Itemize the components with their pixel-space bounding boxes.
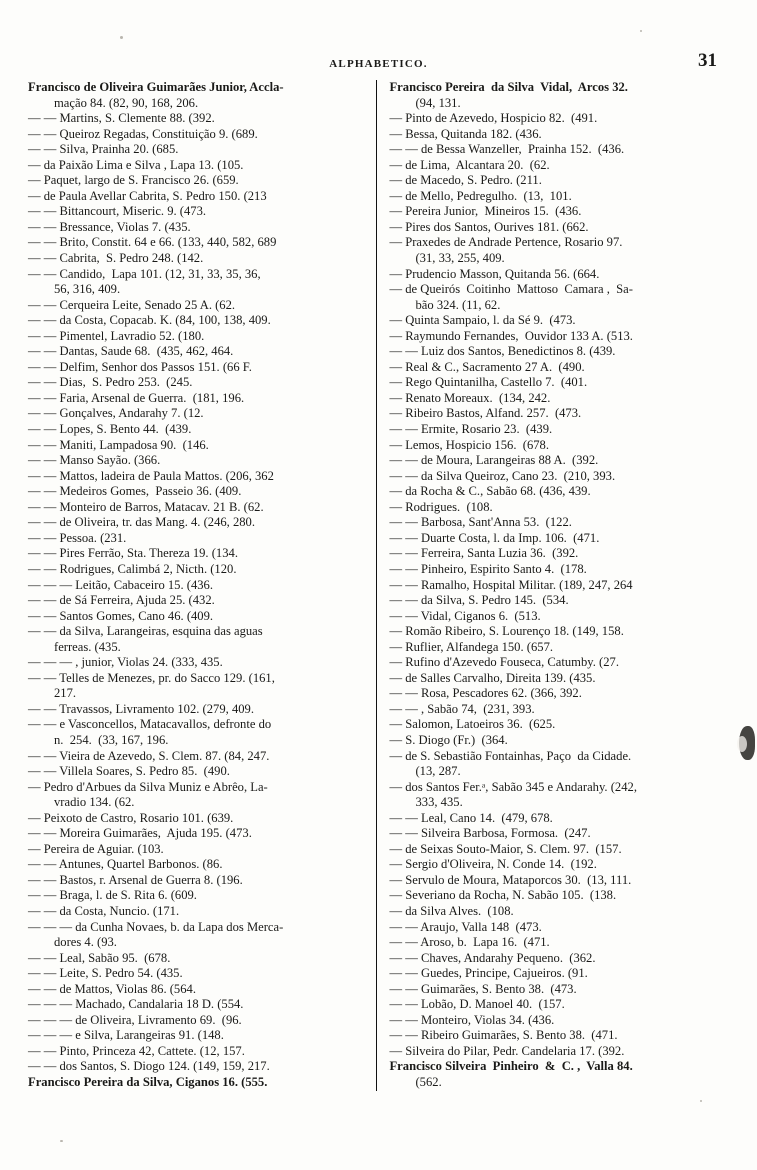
paper-speck [60, 1140, 63, 1142]
index-entry: — Prudencio Masson, Quitanda 56. (664. [389, 266, 600, 281]
index-entry: — — Travassos, Livramento 102. (279, 409. [28, 701, 254, 716]
index-entry: (562. [415, 1075, 442, 1089]
index-entry: — de Paula Avellar Cabrita, S. Pedro 150. (213 [28, 188, 267, 203]
index-entry: — da Rocha & C., Sabão 68. (436, 439. [389, 484, 591, 499]
index-entry: — — da Silva, Larangeiras, esquina das aguas [28, 624, 263, 639]
index-entry: — — Silveira Barbosa, Formosa. (247. [389, 826, 591, 841]
index-entry: — Bessa, Quitanda 182. (436. [389, 126, 542, 141]
paper-speck [700, 1100, 702, 1102]
index-entry: vradio 134. (62. [54, 795, 135, 810]
index-entry: — Renato Moreaux. (134, 242. [389, 390, 551, 405]
index-entry: — Severiano da Rocha, N. Sabão 105. (138. [389, 888, 617, 903]
index-entry: — — Braga, l. de S. Rita 6. (609. [28, 888, 197, 903]
index-entry: — — Antunes, Quartel Barbonos. (86. [28, 857, 223, 872]
index-entry: — — da Costa, Nuncio. (171. [28, 903, 180, 918]
running-head: ALPHABETICO. [329, 58, 428, 70]
index-entry: — — Rosa, Pescadores 62. (366, 392. [389, 686, 582, 701]
index-entry: — Romão Ribeiro, S. Lourenço 18. (149, 158. [389, 624, 624, 639]
index-entry: — — Queiroz Regadas, Constituição 9. (689. [28, 126, 258, 141]
index-entry: — — da Costa, Copacab. K. (84, 100, 138, 409. [28, 313, 271, 328]
index-entry: — — Medeiros Gomes, Passeio 36. (409. [28, 484, 242, 499]
index-entry: — Praxedes de Andrade Pertence, Rosario 97. [389, 235, 623, 250]
index-entry: — — dos Santos, S. Diogo 124. (149, 159, 217. [28, 1059, 270, 1074]
index-entry: Francisco Silveira Pinheiro & C. , Valla 84. [389, 1059, 633, 1074]
index-entry: — — Cabrita, S. Pedro 248. (142. [28, 251, 204, 266]
index-entry: — — e Vasconcellos, Matacavallos, defronte do [28, 717, 272, 732]
index-entry: — — de Bessa Wanzeller, Prainha 152. (436. [389, 142, 625, 157]
index-entry: — — Bastos, r. Arsenal de Guerra 8. (196. [28, 872, 243, 887]
index-entry: — — Martins, S. Clemente 88. (392. [28, 111, 215, 126]
index-entry: — — Gonçalves, Andarahy 7. (12. [28, 406, 204, 421]
index-entry: — — Leal, Cano 14. (479, 678. [389, 810, 553, 825]
index-entry: — — — da Cunha Novaes, b. da Lapa dos Merca- [28, 919, 284, 934]
index-entry: — — Mattos, ladeira de Paula Mattos. (206, 362 [28, 468, 274, 483]
index-entry: — Raymundo Fernandes, Ouvidor 133 A. (513. [389, 328, 633, 343]
page-edge-highlight [737, 736, 747, 752]
index-entry: — Pires dos Santos, Ourives 181. (662. [389, 219, 589, 234]
index-entry: 217. [54, 686, 77, 701]
index-entry: — Peixoto de Castro, Rosario 101. (639. [28, 810, 234, 825]
index-entry: — Rufino d'Azevedo Fouseca, Catumby. (27. [389, 655, 619, 670]
index-entry: — Rego Quintanilha, Castello 7. (401. [389, 375, 588, 390]
index-entry: — de Macedo, S. Pedro. (211. [389, 173, 542, 188]
index-entry: — — Ermite, Rosario 23. (439. [389, 422, 553, 437]
index-entry: — — Villela Soares, S. Pedro 85. (490. [28, 764, 230, 779]
index-entry: — — Delfim, Senhor dos Passos 151. (66 F. [28, 359, 252, 374]
right-column [376, 80, 728, 1091]
paper-speck [120, 36, 123, 39]
index-entry: — — Pires Ferrão, Sta. Thereza 19. (134. [28, 546, 238, 561]
index-entry: — Paquet, largo de S. Francisco 26. (659. [28, 173, 239, 188]
index-entry: — — Ribeiro Guimarães, S. Bento 38. (471. [389, 1028, 618, 1043]
index-entry: — — Chaves, Andarahy Pequeno. (362. [389, 950, 596, 965]
index-entry: — — Santos Gomes, Cano 46. (409. [28, 608, 214, 623]
index-entry: — — Araujo, Valla 148 (473. [389, 919, 542, 934]
index-entry: — Ribeiro Bastos, Alfand. 257. (473. [389, 406, 582, 421]
index-entry: — Quinta Sampaio, l. da Sé 9. (473. [389, 313, 576, 328]
index-entry: — Sergio d'Oliveira, N. Conde 14. (192. [389, 857, 597, 872]
index-entry: Francisco Pereira da Silva, Ciganos 16. (555. [28, 1075, 268, 1089]
index-entry: — — de Mattos, Violas 86. (564. [28, 981, 196, 996]
index-entry: — — Lopes, S. Bento 44. (439. [28, 422, 192, 437]
index-entry: — Pedro d'Arbues da Silva Muniz e Abrêo, La- [28, 779, 268, 794]
index-entry: — de S. Sebastião Fontainhas, Paço da Cidade. [389, 748, 632, 763]
index-entry: — — Telles de Menezes, pr. do Sacco 129. (161, [28, 670, 275, 685]
index-entry: — — — Leitão, Cabaceiro 15. (436. [28, 577, 214, 592]
index-entry: — — Barbosa, Sant'Anna 53. (122. [389, 515, 572, 530]
index-entry: — — , Sabão 74, (231, 393. [389, 701, 535, 716]
index-entry: — — Dias, S. Pedro 253. (245. [28, 375, 193, 390]
index-entry: — da Silva Alves. (108. [389, 903, 514, 918]
index-entry: — — Guedes, Principe, Cajueiros. (91. [389, 966, 588, 981]
index-entry: — Real & C., Sacramento 27 A. (490. [389, 359, 585, 374]
index-entry: 333, 435. [415, 795, 463, 810]
index-entry: — — — , junior, Violas 24. (333, 435. [28, 655, 223, 670]
index-entry: — — Brito, Constit. 64 e 66. (133, 440, 582, 689 [28, 235, 277, 250]
index-entry: (94, 131. [415, 95, 461, 110]
index-entry: — — — e Silva, Larangeiras 91. (148. [28, 1028, 224, 1043]
index-entry: — Lemos, Hospicio 156. (678. [389, 437, 549, 452]
index-entry: — — Monteiro de Barros, Matacav. 21 B. (62. [28, 499, 264, 514]
index-entry: — — Ferreira, Santa Luzia 36. (392. [389, 546, 579, 561]
index-entry: n. 254. (33, 167, 196. [54, 732, 169, 747]
index-entry: — — Candido, Lapa 101. (12, 31, 33, 35, 36, [28, 266, 261, 281]
index-entry: (31, 33, 255, 409. [415, 251, 505, 266]
left-column [28, 80, 370, 1091]
index-entry: — — Maniti, Lampadosa 90. (146. [28, 437, 209, 452]
index-entry: — — Vidal, Ciganos 6. (513. [389, 608, 541, 623]
index-entry: — — Moreira Guimarães, Ajuda 195. (473. [28, 826, 252, 841]
index-entry: Francisco Pereira da Silva Vidal, Arcos 32. [389, 80, 628, 94]
index-entry: — de Queirós Coitinho Mattoso Camara , Sa- [389, 282, 633, 297]
index-entry: (13, 287. [415, 764, 461, 779]
index-entry: — — da Silva Queiroz, Cano 23. (210, 393. [389, 468, 616, 483]
index-entry: — — — de Oliveira, Livramento 69. (96. [28, 1012, 242, 1027]
page-folio: 31 [698, 50, 717, 71]
index-entry: — — Pinheiro, Espirito Santo 4. (178. [389, 561, 587, 576]
index-entry: — — Monteiro, Violas 34. (436. [389, 1012, 555, 1027]
index-entry: — — de Sá Ferreira, Ajuda 25. (432. [28, 593, 215, 608]
index-entry: bão 324. (11, 62. [415, 297, 501, 312]
index-entry: dores 4. (93. [54, 935, 117, 950]
index-entry: — — Duarte Costa, l. da Imp. 106. (471. [389, 530, 600, 545]
index-entry: — — Aroso, b. Lapa 16. (471. [389, 935, 550, 950]
index-entry: — — Leite, S. Pedro 54. (435. [28, 966, 183, 981]
index-entry: — — Luiz dos Santos, Benedictinos 8. (439. [389, 344, 616, 359]
index-entry: — — Pimentel, Lavradio 52. (180. [28, 328, 205, 343]
index-entry: — — da Silva, S. Pedro 145. (534. [389, 593, 569, 608]
index-entry: — Servulo de Moura, Mataporcos 30. (13, 111. [389, 872, 632, 887]
index-entry: — — Guimarães, S. Bento 38. (473. [389, 981, 577, 996]
index-entry: ferreas. (435. [54, 639, 121, 654]
index-entry: — — Faria, Arsenal de Guerra. (181, 196. [28, 390, 245, 405]
index-entry: — de Mello, Pedregulho. (13, 101. [389, 188, 572, 203]
index-entry: — — Pinto, Princeza 42, Cattete. (12, 157. [28, 1043, 245, 1058]
index-entry: — — Dantas, Saude 68. (435, 462, 464. [28, 344, 234, 359]
index-entry: — — Manso Sayão. (366. [28, 453, 161, 468]
index-entry: — — Vieira de Azevedo, S. Clem. 87. (84, 247. [28, 748, 270, 763]
index-entry: — — Leal, Sabão 95. (678. [28, 950, 171, 965]
index-entry: — — de Moura, Larangeiras 88 A. (392. [389, 453, 599, 468]
two-column-body [28, 80, 728, 1091]
index-entry: — — Ramalho, Hospital Militar. (189, 247, 264 [389, 577, 633, 592]
index-entry: — — Rodrigues, Calimbá 2, Nicth. (120. [28, 561, 237, 576]
index-entry: 56, 316, 409. [54, 282, 121, 297]
index-entry: — — — Machado, Candalaria 18 D. (554. [28, 997, 244, 1012]
index-entry: — — Bressance, Violas 7. (435. [28, 219, 191, 234]
index-entry: — de Lima, Alcantara 20. (62. [389, 157, 550, 172]
index-entry: Francisco de Oliveira Guimarães Junior, Accla- [28, 80, 284, 94]
index-entry: — — Bittancourt, Miseric. 9. (473. [28, 204, 207, 219]
index-entry: — — Lobão, D. Manoel 40. (157. [389, 997, 565, 1012]
index-entry: — dos Santos Fer.ᵃ, Sabão 345 e Andarahy. (242, [389, 779, 637, 794]
index-entry: — S. Diogo (Fr.) (364. [389, 732, 508, 747]
index-entry: — Salomon, Latoeiros 36. (625. [389, 717, 556, 732]
index-entry: — Rodrigues. (108. [389, 499, 493, 514]
index-entry: — de Salles Carvalho, Direita 139. (435. [389, 670, 596, 685]
index-entry: — Pereira Junior, Mineiros 15. (436. [389, 204, 582, 219]
index-entry: — — Silva, Prainha 20. (685. [28, 142, 179, 157]
index-entry: — — de Oliveira, tr. das Mang. 4. (246, 280. [28, 515, 256, 530]
index-entry: mação 84. (82, 90, 168, 206. [54, 95, 199, 110]
index-entry: — Silveira do Pilar, Pedr. Candelaria 17. (392. [389, 1043, 625, 1058]
index-entry: — da Paixão Lima e Silva , Lapa 13. (105. [28, 157, 244, 172]
index-entry: — Pereira de Aguiar. (103. [28, 841, 164, 856]
index-entry: — de Seixas Souto-Maior, S. Clem. 97. (157. [389, 841, 622, 856]
paper-speck [640, 30, 642, 32]
index-entry: — Ruflier, Alfandega 150. (657. [389, 639, 554, 654]
index-entry: — — Pessoa. (231. [28, 530, 127, 545]
index-entry: — — Cerqueira Leite, Senado 25 A. (62. [28, 297, 236, 312]
index-entry: — Pinto de Azevedo, Hospicio 82. (491. [389, 111, 598, 126]
